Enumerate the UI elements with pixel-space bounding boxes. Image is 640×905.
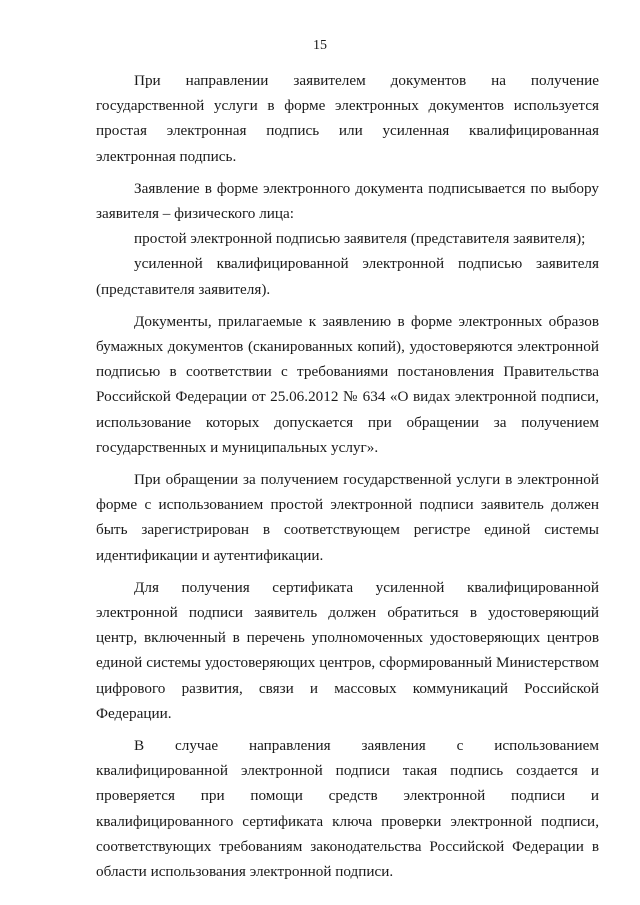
paragraph-certificate: Для получения сертификата усиленной квалифицированной электронной подписи заявитель должен обратиться в удостоверяющий центр, включенный в перечень уполномоченных удостоверяющих центров единой системы удостоверяющих центров, сформированный Министерством цифрового развития, связи и массовых коммуникаций Российской Федерации. xyxy=(96,578,599,722)
paragraph-signature-types: При направлении заявителем документов на получение государственной услуги в форме электронных документов используется простая электронная подпись или усиленная квалифицированная электронная подпись. xyxy=(96,72,599,165)
paragraph-simple-signature: простой электронной подписью заявителя (представителя заявителя); xyxy=(134,230,586,248)
page-number: 15 xyxy=(313,38,327,53)
paragraph-qualified-signature: усиленной квалифицированной электронной подписью заявителя (представителя заявителя). xyxy=(96,255,599,298)
document-body xyxy=(96,68,599,891)
paragraph-qualified-verification: В случае направления заявления с использованием квалифицированной электронной подписи такая подпись создается и проверяется при помощи средств электронной подписи и квалифицированного сертификата ключа проверки электронной подписи, соответствующих требованиям законодательства Российской Федерации в области использования электронной подписи. xyxy=(96,737,599,881)
paragraph-attached-documents: Документы, прилагаемые к заявлению в форме электронных образов бумажных документов (сканированных копий), удостоверяются электронной подписью в соответствии с требованиями постановления Правительства Российской Федерации от 25.06.2012 № 634 «О видах электронной подписи, использование которых допускается при обращении за получением государственных и муниципальных услуг». xyxy=(96,312,599,456)
paragraph-registration: При обращении за получением государственной услуги в электронной форме с использованием простой электронной подписи заявитель должен быть зарегистрирован в соответствующем регистре единой системы идентификации и аутентификации. xyxy=(96,471,599,564)
paragraph-application-signing: Заявление в форме электронного документа подписывается по выбору заявителя – физического лица: xyxy=(96,179,599,223)
